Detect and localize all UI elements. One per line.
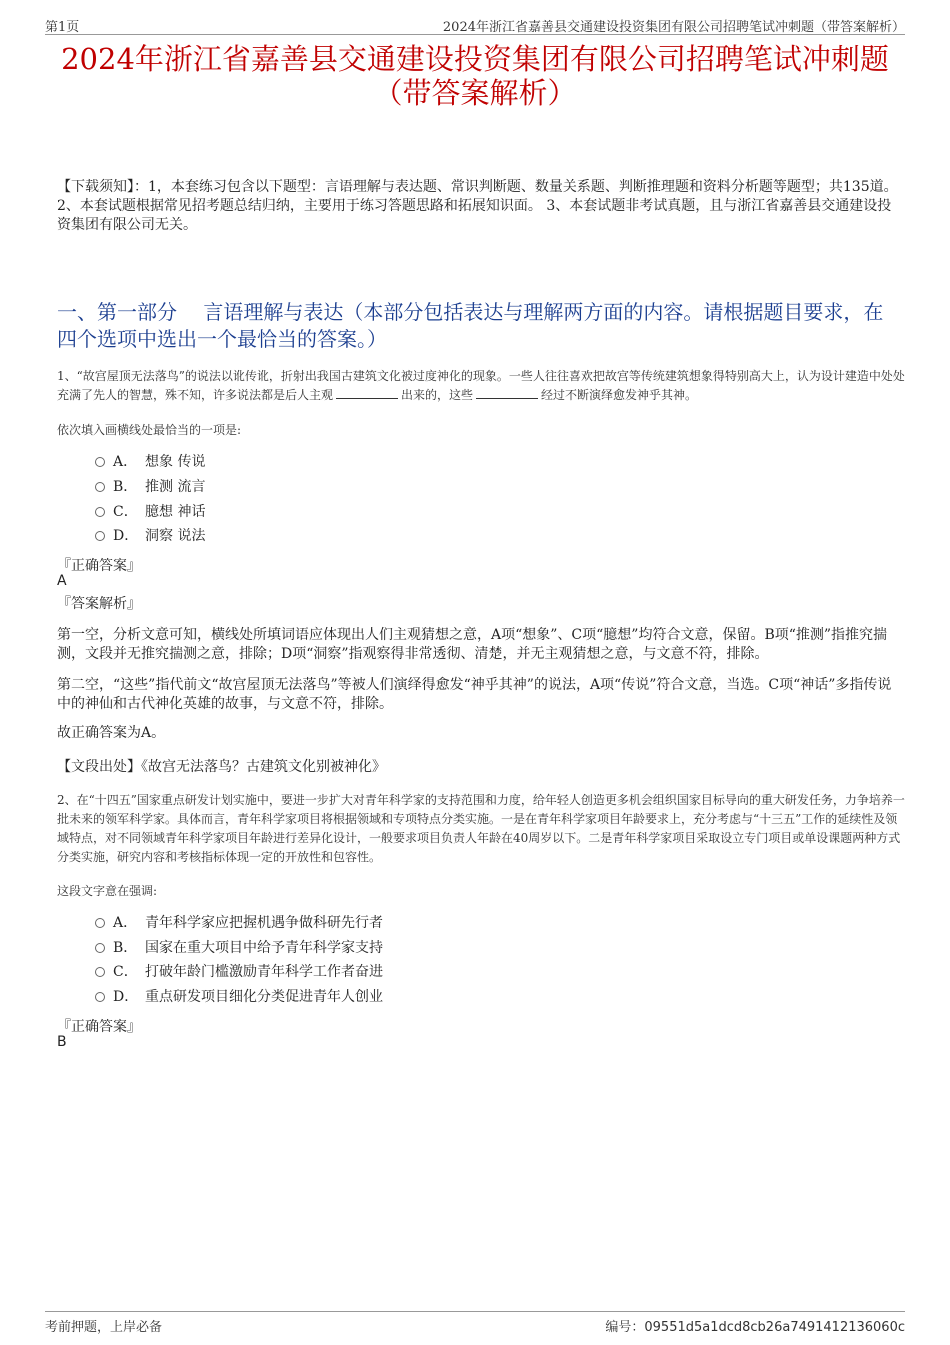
title-line-2: （带答案解析） — [373, 76, 577, 110]
radio-icon[interactable] — [95, 531, 105, 541]
option-text: 重点研发项目细化分类促进青年人创业 — [145, 989, 383, 1005]
option-key: C． — [113, 964, 138, 980]
download-notice: 【下载须知】：1，本套练习包含以下题型：言语理解与表达题、常识判断题、数量关系题、判断推理题和资料分析题等题型；共135道。 2、本套试题根据常见招考题总结归纳，主要用于练习答题思路和拓展知识面。 3、本套试题非考试真题，且与浙江省嘉善县交通建设投资集团有限公司无关。 — [57, 179, 898, 233]
question-1-prompt: 依次填入画横线处最恰当的一项是: — [57, 423, 242, 437]
q2-option-d[interactable] — [95, 987, 383, 1007]
option-text: 推测 流言 — [145, 479, 206, 495]
q2-option-a[interactable] — [95, 913, 383, 933]
title-line-1: 2024年浙江省嘉善县交通建设投资集团有限公司招聘笔试冲刺题 — [61, 42, 889, 76]
q1-source: 【文段出处】《故宫无法落鸟？古建筑文化别被神化》 — [57, 759, 386, 775]
option-key: A． — [113, 915, 138, 931]
q1-analysis-p1: 第一空，分析文意可知，横线处所填词语应体现出人们主观猜想之意，A项“想象”、C项“臆想”均符合文意，保留。B项“推测”指推究揣测，文段并无推究揣测之意，排除；D项“洞察”指观察得非常透彻、清楚，并无主观猜想之意，与文意不符，排除。 — [57, 627, 888, 662]
option-text: 青年科学家应把握机遇争做科研先行者 — [145, 915, 383, 931]
q1-option-d[interactable] — [95, 526, 205, 546]
page-title — [45, 42, 905, 110]
section-heading: 一、第一部分 言语理解与表达（本部分包括表达与理解两方面的内容。请根据题目要求，在四个选项中选出一个最恰当的答案。） — [57, 300, 884, 351]
question-2-text: 2、在“十四五”国家重点研发计划实施中，要进一步扩大对青年科学家的支持范围和力度，给年轻人创造更多机会组织国家目标导向的重大研发任务，力争培养一批未来的领军科学家。具体而言，青年科学家项目将根据领域和专项特点分类实施。一是在青年科学家项目年龄要求上，充分考虑与“十三五”工作的延续性及领域特点，对不同领域青年科学家项目年龄进行差异化设计，一般要求项目负责人年龄在40周岁以下。二是青年科学家项目采取设立专门项目或单设课题两种方式分类实施，研究内容和考核指标体现一定的开放性和包容性。 — [57, 793, 905, 864]
q1-option-a[interactable] — [95, 452, 205, 472]
q1-answer: A — [57, 573, 67, 589]
option-key: B． — [113, 940, 138, 956]
q1-text-b: 出来的，这些 — [401, 388, 474, 402]
q1-option-c[interactable] — [95, 502, 205, 522]
q1-blank-2 — [476, 387, 538, 399]
q2-option-c[interactable] — [95, 962, 383, 982]
header-doc-title: 2024年浙江省嘉善县交通建设投资集团有限公司招聘笔试冲刺题（带答案解析） — [442, 20, 905, 35]
option-key: C． — [113, 504, 138, 520]
q1-analysis-label: 『答案解析』 — [57, 596, 141, 612]
footer-code-label: 编号： — [605, 1320, 645, 1335]
q1-answer-label: 『正确答案』 — [57, 558, 141, 574]
footer-code — [605, 1316, 905, 1335]
q1-option-b[interactable] — [95, 477, 205, 497]
footer-slogan: 考前押题，上岸必备 — [45, 1320, 163, 1335]
page-number: 第1页 — [45, 20, 80, 35]
page-footer — [45, 1311, 905, 1334]
option-text: 国家在重大项目中给予青年科学家支持 — [145, 940, 383, 956]
q1-text-a: 1、“故宫屋顶无法落鸟”的说法以讹传讹，折射出我国古建筑文化被过度神化的现象。一些人往往喜欢把故宫等传统建筑想象得特别高大上，认为设计建造中处处充满了先人的智慧，殊不知，许多说法都是后人主观 — [57, 369, 905, 402]
option-text: 臆想 神话 — [145, 504, 206, 520]
q2-answer: B — [57, 1034, 67, 1050]
footer-code-value: 09551d5a1dcd8cb26a7491412136060c — [644, 1320, 905, 1335]
q2-option-b[interactable] — [95, 938, 383, 958]
option-key: D． — [113, 528, 139, 544]
option-text: 想象 传说 — [145, 454, 206, 470]
radio-icon[interactable] — [95, 482, 105, 492]
question-2-prompt: 这段文字意在强调: — [57, 884, 158, 898]
question-1-text — [57, 367, 905, 405]
option-key: A． — [113, 454, 138, 470]
page-header — [45, 14, 905, 35]
option-key: B． — [113, 479, 138, 495]
option-text: 打破年龄门槛激励青年科学工作者奋进 — [145, 964, 383, 980]
q1-blank-1 — [336, 387, 398, 399]
radio-icon[interactable] — [95, 943, 105, 953]
option-key: D． — [113, 989, 139, 1005]
q2-answer-label: 『正确答案』 — [57, 1019, 141, 1035]
radio-icon[interactable] — [95, 507, 105, 517]
q1-text-c: 经过不断演绎愈发神乎其神。 — [541, 388, 698, 402]
radio-icon[interactable] — [95, 457, 105, 467]
radio-icon[interactable] — [95, 918, 105, 928]
radio-icon[interactable] — [95, 992, 105, 1002]
radio-icon[interactable] — [95, 967, 105, 977]
q1-analysis-p3: 故正确答案为A。 — [57, 725, 166, 741]
q1-analysis-p2: 第二空，“这些”指代前文“故宫屋顶无法落鸟”等被人们演绎得愈发“神乎其神”的说法，A项“传说”符合文意，当选。C项“神话”多指传说中的神仙和古代神化英雄的故事，与文意不符，排除。 — [57, 677, 892, 712]
option-text: 洞察 说法 — [145, 528, 206, 544]
